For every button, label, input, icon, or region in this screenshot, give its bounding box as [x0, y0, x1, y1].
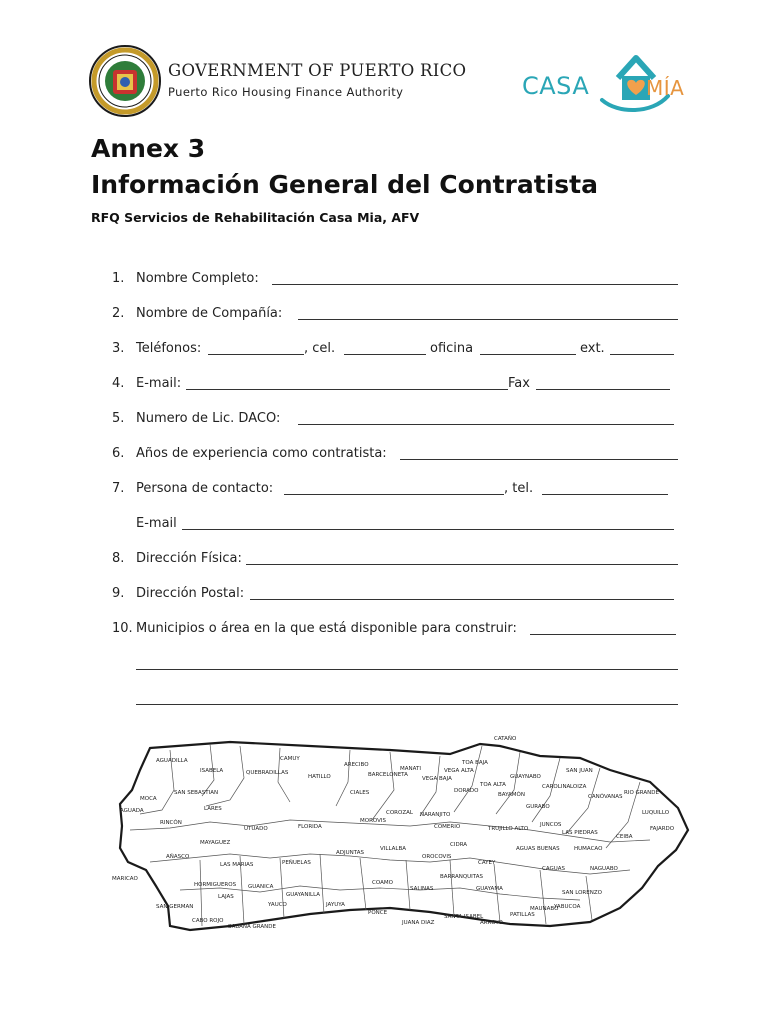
municipality-label: SAN SEBASTIAN [174, 790, 219, 796]
fill-line[interactable] [530, 634, 676, 635]
municipality-label: UTUADO [244, 826, 268, 832]
municipality-label: GUAYAMA [476, 886, 503, 892]
puerto-rico-seal-icon [88, 44, 162, 118]
page-header [0, 0, 770, 130]
municipality-label: PATILLAS [510, 912, 535, 918]
field-label: Teléfonos: [136, 341, 202, 356]
municipality-label: MOROVIS [360, 818, 387, 824]
municipality-label: SAN LORENZO [562, 890, 602, 896]
field-direccion-postal [112, 586, 678, 604]
puerto-rico-map [110, 730, 690, 970]
government-title: GOVERNMENT OF PUERTO RICO [168, 61, 467, 80]
municipality-label: ARROYO [480, 920, 503, 926]
fill-line[interactable] [208, 354, 304, 355]
municipality-label: LUQUILLO [642, 810, 670, 816]
field-nombre-completo [112, 271, 678, 289]
municipality-label: ADJUNTAS [336, 850, 364, 856]
municipality-label: NARANJITO [420, 812, 451, 818]
municipality-label: RINCÓN [160, 820, 182, 826]
fill-line[interactable] [272, 284, 678, 285]
fill-line[interactable] [182, 529, 674, 530]
field-label: Persona de contacto: [136, 481, 274, 496]
municipality-label: HORMIGUEROS [194, 882, 237, 888]
municipality-label: JUANA DIAZ [402, 920, 435, 926]
municipality-label: MARICAO [112, 876, 138, 882]
field-contacto-email [112, 516, 678, 534]
municipality-label: SALINAS [410, 886, 434, 892]
casa-logo-text: CASA [522, 72, 590, 100]
municipality-label: SAN GERMAN [156, 904, 194, 910]
fill-line[interactable] [136, 704, 678, 705]
municipality-label: QUEBRADILLAS [246, 770, 289, 776]
municipality-label: TOA ALTA [480, 782, 506, 788]
municipality-label: BAYAMÓN [498, 792, 525, 798]
municipality-label: SAN JUAN [566, 768, 593, 774]
municipality-label: SABANA GRANDE [228, 924, 276, 930]
municipality-label: HATILLO [308, 774, 331, 780]
municipality-label: TRUJILLO ALTO [488, 826, 529, 832]
field-nombre-compania [112, 306, 678, 324]
fill-line[interactable] [542, 494, 668, 495]
municipality-label: COROZAL [386, 810, 413, 816]
municipality-label: CABO ROJO [192, 918, 224, 924]
municipality-label: CAYEY [478, 860, 496, 866]
fill-line[interactable] [250, 599, 674, 600]
municipality-label: GURABO [526, 804, 550, 810]
municipality-label: CEIBA [616, 834, 633, 840]
field-lic-daco [112, 411, 678, 429]
item-number: 1. [112, 271, 125, 286]
municipality-label: CIALES [350, 790, 370, 796]
municipality-label: CIDRA [450, 842, 468, 848]
item-number: 6. [112, 446, 125, 461]
municipality-label: JUNCOS [540, 822, 562, 828]
municipality-label: GUAYNABO [510, 774, 541, 780]
annex-label: Annex 3 [91, 134, 206, 163]
fill-line[interactable] [610, 354, 674, 355]
fill-line[interactable] [480, 354, 576, 355]
fax-label: Fax [508, 376, 530, 391]
ext-label: ext. [580, 341, 605, 356]
field-municipios [112, 621, 678, 639]
fill-line[interactable] [284, 494, 504, 495]
municipality-label: LAS MARIAS [220, 862, 254, 868]
fill-line[interactable] [298, 319, 678, 320]
municipality-label: MANATI [400, 766, 421, 772]
item-number: 9. [112, 586, 125, 601]
municipality-label: PEÑUELAS [282, 860, 311, 866]
municipality-label: ISABELA [200, 768, 224, 774]
cel-label: , cel. [304, 341, 336, 356]
municipality-label: CAMUY [280, 756, 300, 762]
municipality-label: YABUCOA [554, 904, 581, 910]
municipality-label: SANTA ISABEL [444, 914, 484, 920]
municipality-label: AGUAS BUENAS [516, 846, 560, 852]
municipality-label: LAJAS [218, 894, 234, 900]
item-number: 10. [112, 621, 133, 636]
municipality-label: CANÓVANAS [588, 794, 623, 800]
municipality-label: LAS PIEDRAS [562, 830, 598, 836]
municipality-label: CAROLINA [542, 784, 571, 790]
field-municipios-line-2 [112, 656, 678, 674]
field-email [112, 376, 678, 394]
field-direccion-fisica [112, 551, 678, 569]
municipality-label: BARRANQUITAS [440, 874, 483, 880]
municipality-label: NAGUABO [590, 866, 618, 872]
municipality-label: FLORIDA [298, 824, 322, 830]
fill-line[interactable] [298, 424, 674, 425]
field-label: Dirección Física: [136, 551, 242, 566]
municipality-label: GUAYANILLA [286, 892, 321, 898]
field-municipios-line-3 [112, 691, 678, 709]
item-number: 4. [112, 376, 125, 391]
municipality-label: LOIZA [570, 784, 587, 790]
map-svg [110, 730, 690, 970]
municipality-label: MAYAGUEZ [200, 840, 231, 846]
field-label: Municipios o área en la que está disponible para construir: [136, 621, 517, 636]
municipality-label: VILLALBA [380, 846, 407, 852]
municipality-label: OROCOVIS [422, 854, 452, 860]
municipality-label: VEGA BAJA [422, 776, 452, 782]
field-telefonos [112, 341, 678, 359]
fill-line[interactable] [344, 354, 426, 355]
rfq-subtitle: RFQ Servicios de Rehabilitación Casa Mia, AFV [91, 210, 420, 225]
fill-line[interactable] [400, 459, 678, 460]
municipality-label: PONCE [368, 910, 388, 916]
document-title: Información General del Contratista [91, 170, 598, 199]
item-number: 5. [112, 411, 125, 426]
municipality-label: MOCA [140, 796, 157, 802]
municipality-label: COMERIO [434, 824, 461, 830]
field-persona-contacto [112, 481, 678, 499]
municipality-label: BARCELONETA [368, 772, 408, 778]
municipality-label: DORADO [454, 788, 479, 794]
field-label: Nombre Completo: [136, 271, 259, 286]
mia-logo-text: MÍA [646, 76, 685, 100]
municipality-label: FAJARDO [650, 826, 675, 832]
field-anos-experiencia [112, 446, 678, 464]
municipality-label: AGUADILLA [156, 758, 188, 764]
municipality-label: TOA BAJA [462, 760, 488, 766]
municipality-label: ARECIBO [344, 762, 369, 768]
municipality-label: RIO GRANDE [624, 790, 659, 796]
field-label: E-mail: [136, 376, 182, 391]
item-number: 8. [112, 551, 125, 566]
municipality-label: VEGA ALTA [444, 768, 474, 774]
municipality-label: AÑASCO [166, 854, 190, 860]
municipality-label: AGUADA [120, 808, 144, 814]
municipality-label: GUANICA [248, 884, 274, 890]
item-number: 3. [112, 341, 125, 356]
municipality-label: COAMO [372, 880, 393, 886]
municipality-label: HUMACAO [574, 846, 603, 852]
oficina-label: oficina [430, 341, 474, 356]
field-label: Nombre de Compañía: [136, 306, 283, 321]
fill-line[interactable] [186, 389, 508, 390]
tel-label: , tel. [504, 481, 534, 496]
municipality-label: CAGUAS [542, 866, 566, 872]
municipality-label: LARES [204, 806, 222, 812]
municipality-label: MAUNABO [530, 906, 559, 912]
fill-line[interactable] [136, 669, 678, 670]
agency-name: Puerto Rico Housing Finance Authority [168, 85, 404, 99]
field-label: Dirección Postal: [136, 586, 245, 601]
field-label: Años de experiencia como contratista: [136, 446, 387, 461]
municipality-label: JAYUYA [326, 902, 345, 908]
municipality-label: YAUCO [268, 902, 287, 908]
item-number: 2. [112, 306, 125, 321]
item-number: 7. [112, 481, 125, 496]
fill-line[interactable] [536, 389, 670, 390]
field-label: Numero de Lic. DACO: [136, 411, 281, 426]
municipality-label: CATAÑO [494, 736, 517, 742]
fill-line[interactable] [246, 564, 678, 565]
field-label: E-mail [136, 516, 177, 531]
